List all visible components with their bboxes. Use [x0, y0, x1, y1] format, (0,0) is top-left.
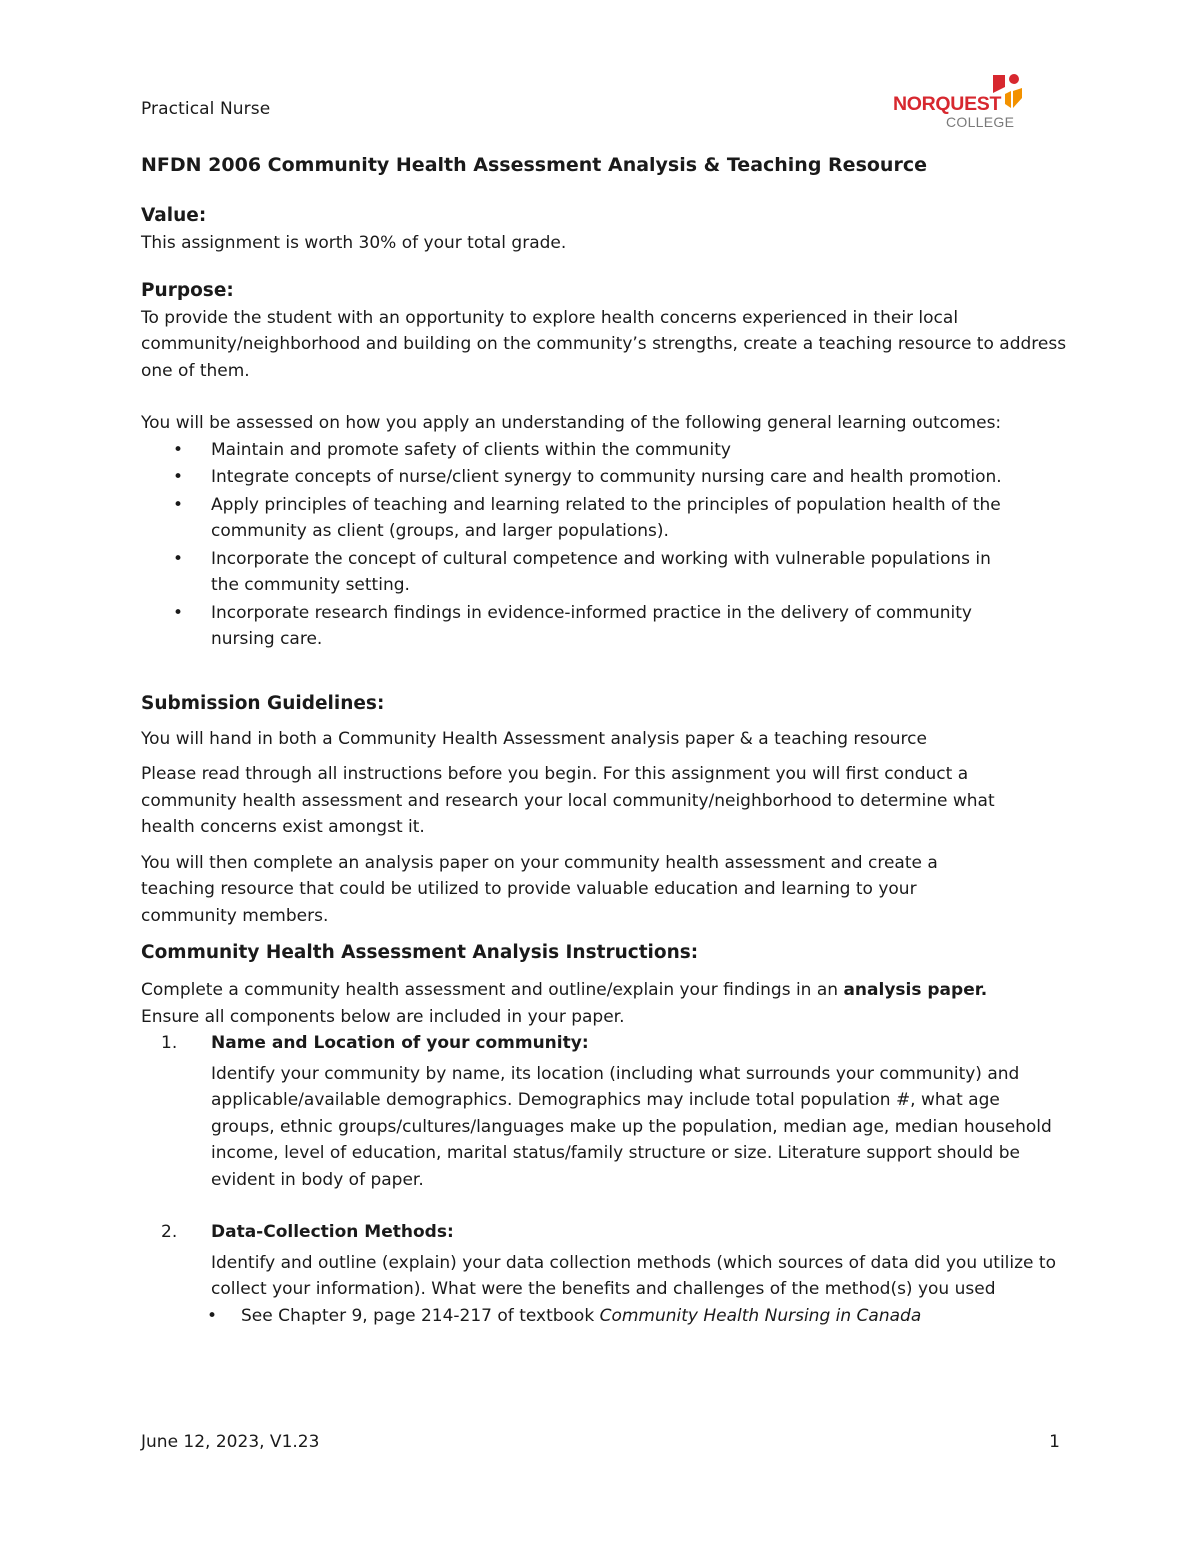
instructions-intro-bold: analysis paper.: [843, 980, 988, 1000]
item-number: 1.: [161, 1033, 178, 1053]
instructions-list: [141, 1030, 1081, 1329]
list-item: [173, 464, 1011, 491]
logo-subword: COLLEGE: [946, 114, 1015, 130]
item-text: Identify and outline (explain) your data collection methods (which sources of data did you utilize to collect your information). What were the benefits and challenges of the method(s) you used: [211, 1252, 1056, 1299]
bullet-icon: •: [207, 1305, 218, 1326]
sub-list-item: [171, 1303, 1081, 1330]
bullet-icon: •: [173, 494, 184, 515]
submission-paragraph-2: Please read through all instructions before you begin. For this assignment you will first conduct a community health assessment and research your local community/neighborhood to determine what health concerns exist amongst it.: [141, 764, 995, 837]
bullet-icon: •: [173, 548, 184, 569]
purpose-heading: Purpose:: [141, 279, 234, 301]
bullet-icon: •: [173, 439, 184, 460]
list-item: [173, 437, 1011, 464]
document-body: [141, 150, 1081, 1329]
textbook-title: Community Health Nursing in Canada: [599, 1305, 922, 1326]
value-heading: Value:: [141, 205, 207, 226]
list-item: [161, 1219, 1081, 1329]
instructions-heading: Community Health Assessment Analysis Instructions:: [141, 942, 699, 963]
item-heading: Name and Location of your community:: [211, 1033, 589, 1053]
item-heading: Data-Collection Methods:: [211, 1222, 454, 1242]
outcome-text: Incorporate the concept of cultural competence and working with vulnerable populations in the community setting.: [211, 548, 991, 595]
submission-heading: Submission Guidelines:: [141, 692, 385, 714]
logo-mark-red-shape: [993, 75, 1005, 93]
header-program-label: Practical Nurse: [141, 99, 271, 119]
list-item: [173, 546, 1011, 599]
list-item: [173, 600, 1011, 653]
document-title: NFDN 2006 Community Health Assessment Analysis & Teaching Resource: [141, 154, 927, 176]
bullet-icon: •: [173, 602, 184, 623]
norquest-college-logo: [893, 72, 1033, 132]
page-number: 1: [1049, 1432, 1060, 1452]
outcome-text: Apply principles of teaching and learning related to the principles of population health of the community as client (groups, and larger populations).: [211, 494, 1001, 541]
item-number: 2.: [161, 1222, 178, 1242]
submission-paragraph-1: You will hand in both a Community Health Assessment analysis paper & a teaching resource: [141, 728, 927, 749]
outcome-text: Incorporate research findings in evidence-informed practice in the delivery of community nursing care.: [211, 602, 972, 649]
instructions-intro: [141, 977, 1081, 1030]
bullet-icon: •: [173, 467, 184, 487]
outcomes-intro: You will be assessed on how you apply an understanding of the following general learning outcomes:: [141, 413, 1002, 433]
logo-mark-orange-left: [1005, 91, 1011, 108]
item-text: Identify your community by name, its location (including what surrounds your community) and applicable/available demographics. Demographics may include total population #, what age groups, ethnic groups/cultures/languages make up the population, median age, median household income, level of education, marital status/family structure or size. Literature support should be evident in body of paper.: [211, 1063, 1052, 1190]
submission-paragraph-3: You will then complete an analysis paper on your community health assessment and create a teaching resource that could be utilized to provide valuable education and learning to your community members.: [141, 852, 938, 926]
sub-item-text: See Chapter 9, page 214-217 of textbook: [241, 1305, 600, 1326]
list-item: [161, 1030, 1081, 1193]
logo-mark-orange-right: [1013, 88, 1022, 108]
instructions-intro-text-2: Ensure all components below are included in your paper.: [141, 1006, 625, 1027]
instructions-intro-text: Complete a community health assessment and outline/explain your findings in an: [141, 980, 844, 1000]
list-item: [173, 492, 1011, 545]
logo-wordmark: NORQUEST: [893, 93, 1002, 115]
outcome-text: Integrate concepts of nurse/client synergy to community nursing care and health promotion.: [211, 467, 1002, 487]
logo-mark-red-dot: [1009, 74, 1019, 84]
footer-date: June 12, 2023, V1.23: [141, 1432, 320, 1452]
purpose-text: To provide the student with an opportunity to explore health concerns experienced in their local community/neighborhood and building on the community’s strengths, create a teaching resource to address one of them.: [141, 307, 1067, 381]
outcome-text: Maintain and promote safety of clients within the community: [211, 439, 731, 460]
value-text: This assignment is worth 30% of your total grade.: [141, 233, 567, 253]
learning-outcomes-list: [141, 437, 1081, 653]
